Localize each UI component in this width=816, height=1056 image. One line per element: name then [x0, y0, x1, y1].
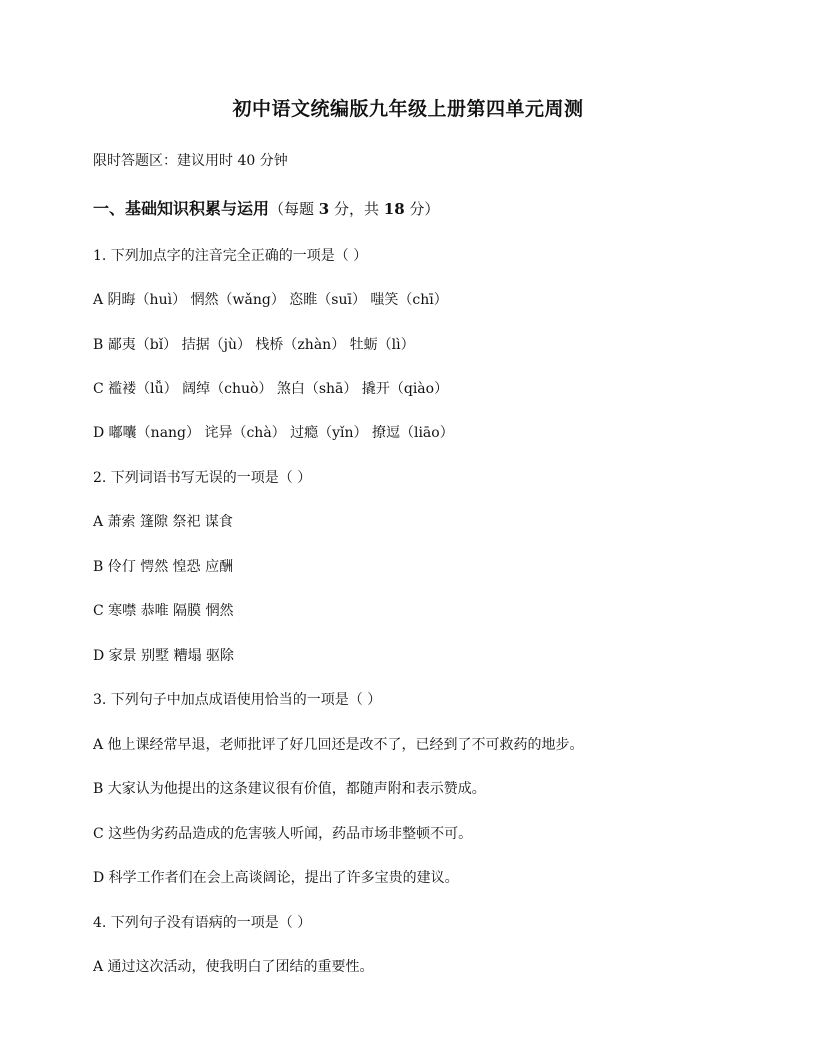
question-1-option-a: A 阴晦（huì） 惘然（wǎng） 恣睢（suī） 嗤笑（chī） [93, 292, 448, 308]
section-heading [93, 196, 439, 219]
question-stem-2: 2. 下列词语书写无误的一项是（ ） [93, 470, 312, 486]
question-2-option-b: B 伶仃 愕然 惶恐 应酬 [93, 559, 234, 575]
section-points-note [269, 200, 439, 218]
question-1-option-d: D 嘟囔（nang） 诧异（chà） 过瘾（yǐn） 撩逗（liāo） [93, 425, 454, 441]
question-1-option-c: C 褴褛（lǚ） 阔绰（chuò） 煞白（shā） 撬开（qiào） [93, 381, 449, 397]
points-total: 18 [383, 200, 405, 218]
question-1-option-b: B 鄙夷（bǐ） 拮据（jù） 栈桥（zhàn） 牡蛎（lì） [93, 337, 415, 353]
question-stem-3: 3. 下列句子中加点成语使用恰当的一项是（ ） [93, 692, 382, 708]
question-3-option-a: A 他上课经常早退，老师批评了好几回还是改不了，已经到了不可救药的地步。 [93, 737, 584, 753]
points-note-prefix: （每题 [269, 200, 319, 218]
question-4-option-a: A 通过这次活动，使我明白了团结的重要性。 [93, 959, 374, 975]
question-2-option-d: D 家景 别墅 糟塌 驱除 [93, 648, 235, 664]
document-title: 初中语文统编版九年级上册第四单元周测 [232, 98, 584, 120]
points-each: 3 [318, 200, 330, 218]
section-heading-text: 一、基础知识积累与运用 [93, 199, 270, 218]
points-note-suffix: 分） [404, 200, 440, 218]
question-3-option-c: C 这些伪劣药品造成的危害骇人听闻，药品市场非整顿不可。 [93, 826, 473, 842]
time-limit-note: 限时答题区：建议用时 40 分钟 [93, 153, 288, 169]
question-stem-1: 1. 下列加点字的注音完全正确的一项是（ ） [93, 248, 368, 264]
question-3-option-b: B 大家认为他提出的这条建议很有价值，都随声附和表示赞成。 [93, 781, 486, 797]
points-note-mid: 分，共 [329, 200, 384, 218]
question-3-option-d: D 科学工作者们在会上高谈阔论，提出了许多宝贵的建议。 [93, 870, 459, 886]
question-stem-4: 4. 下列句子没有语病的一项是（ ） [93, 915, 312, 931]
question-2-option-a: A 萧索 篷隙 祭祀 谋食 [93, 514, 233, 530]
question-2-option-c: C 寒噤 恭唯 隔膜 惘然 [93, 603, 234, 619]
